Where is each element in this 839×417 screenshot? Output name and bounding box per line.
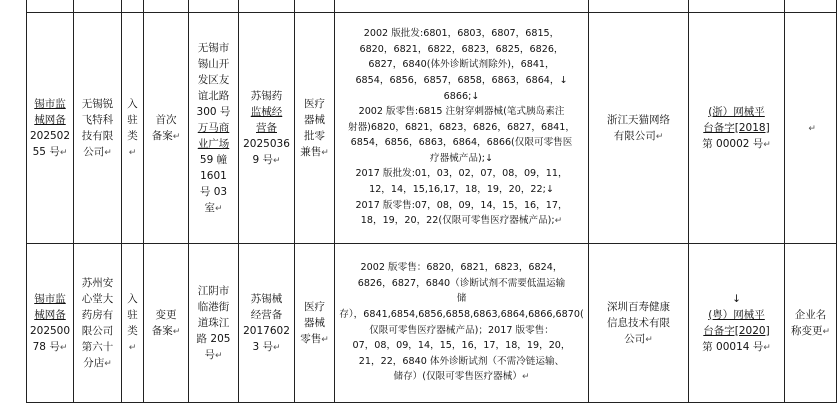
cell-line: 2025036	[243, 137, 290, 150]
paragraph-mark-icon: ↵	[822, 326, 831, 337]
cell-line: 9 号↵	[252, 153, 281, 166]
cell-line: 202502	[29, 129, 71, 142]
cell-line: 经营备	[250, 308, 283, 321]
cell-line: 心堂大	[81, 292, 114, 305]
business-mode-cell	[295, 13, 335, 244]
cell-line: 深圳百寿健康	[607, 300, 670, 313]
cell-line: 2017 版零售:07，08，09，14，15，16，17，	[355, 199, 568, 211]
cell-line: 飞特科	[81, 113, 114, 126]
cell-line: 称变更↵	[790, 324, 831, 337]
cell-line: 存），6841,6854,6856,6858,6863,6864,6866,6870(	[339, 308, 584, 320]
cell-line: 临港街	[197, 300, 230, 313]
business-license-number-cell	[239, 13, 295, 244]
cell-line: 第 00002 号↵	[702, 137, 771, 150]
cell-line: 2002 版零售:6815 注射穿刺器械(笔式胰岛素注	[358, 106, 565, 118]
business-scope-cell	[335, 244, 589, 403]
paragraph-mark-icon: ↵	[128, 147, 137, 158]
paragraph-mark-icon: ↵	[655, 131, 664, 142]
cell-line: 监械经	[250, 105, 283, 118]
cell-line: 营备	[256, 121, 277, 134]
cell-line: 锡山开	[197, 57, 230, 70]
company-name-cell	[74, 13, 122, 244]
cell-line: 械网备	[34, 113, 66, 126]
table-row	[27, 244, 837, 403]
cell-line: 零售↵	[300, 332, 329, 345]
cell-line: 1601	[200, 169, 227, 182]
paragraph-mark-icon: ↵	[59, 147, 68, 158]
paragraph-mark-icon: ↵	[214, 203, 223, 214]
cell-line: 入	[127, 292, 138, 305]
cell-line: 驻	[127, 308, 138, 321]
paragraph-mark-icon: ↵	[321, 147, 329, 158]
cell-line: 300 号	[196, 105, 231, 118]
cell-line: 射器)6820，6821，6823，6826，6827，6841，	[348, 121, 575, 133]
cell-line: 第 00014 号↵	[702, 340, 771, 353]
business-license-number-cell	[239, 244, 295, 403]
remark-cell	[785, 244, 837, 403]
business-mode-cell	[295, 244, 335, 403]
entry-type-cell	[122, 244, 144, 403]
cell-line: 江阴市	[197, 284, 230, 297]
cell-line: 技有限	[81, 129, 114, 142]
platform-filing-number-cell	[689, 13, 785, 244]
cell-line: 公司↵	[624, 332, 653, 345]
cell-line: 类↵	[127, 324, 138, 353]
business-scope-cell	[335, 13, 589, 244]
paragraph-mark-icon: ↵	[763, 139, 771, 150]
cell-line: 6854，6856，6863，6864，6866(仅限可零售医	[350, 137, 573, 149]
company-address-cell	[189, 244, 239, 403]
cell-line: 发区友	[197, 73, 230, 86]
cell-line: 2017 版批发:01，03，02，07，08，09，11，	[355, 168, 568, 180]
cell-line: 6820，6821，6822，6823，6825，6826，	[359, 43, 564, 55]
cell-line: 号↵	[204, 348, 223, 361]
cell-line: 55 号↵	[32, 145, 68, 158]
cell-line: 6827，6840(体外诊断试剂除外)，6841，	[368, 59, 555, 71]
cell-line: 3 号↵	[252, 340, 281, 353]
cell-line: 6826，6827，6840（诊断试剂不需要低温运输	[357, 277, 566, 289]
cell-line: 有限公司↵	[613, 129, 664, 142]
paragraph-mark-icon: ↵	[321, 334, 329, 345]
cell-line: 药房有	[81, 308, 114, 321]
cell-line: 入	[127, 97, 138, 110]
cell-line: 12，14，15,16,17，18，19，20，22;↓	[369, 184, 554, 196]
filing-category-cell	[144, 13, 189, 244]
cell-line: 万马商	[197, 121, 230, 134]
cell-line: (粤）网械平	[708, 308, 765, 321]
cell-line: 2017602	[243, 324, 290, 337]
platform-filing-number-cell	[689, 244, 785, 403]
cell-line: 第六十	[81, 340, 114, 353]
cell-line: 台备字[2018]	[703, 121, 770, 134]
cell-line: 无锡市	[197, 41, 230, 54]
cell-line: (浙）网械平	[708, 105, 765, 118]
paragraph-mark-icon: ↵	[172, 131, 181, 142]
filing-category-cell	[144, 244, 189, 403]
cell-line: 器械	[304, 113, 325, 126]
table-top-edge-row	[27, 0, 837, 13]
cell-line: 医疗	[304, 97, 325, 110]
cell-line: 限公司	[81, 324, 114, 337]
cell-line: 21，22，6840 体外诊断试剂（不需冷链运输、	[358, 355, 565, 367]
cell-line: 台备字[2020]	[703, 324, 770, 337]
cell-line: 苏州安	[81, 276, 114, 289]
cell-line: 6866;↓	[443, 90, 480, 102]
cell-line: 路 205	[196, 332, 231, 345]
company-address-cell	[189, 13, 239, 244]
cell-line: 苏锡药	[250, 89, 283, 102]
cell-line: 分店↵	[83, 356, 112, 369]
cell-line	[787, 120, 834, 137]
filing-record-table	[26, 0, 837, 403]
paragraph-mark-icon: ↵	[104, 358, 112, 369]
paragraph-mark-icon: ↵	[128, 342, 137, 353]
cell-line: 谊北路	[197, 89, 230, 102]
paragraph-mark-icon: ↵	[214, 350, 223, 361]
cell-line: 无锡锐	[81, 97, 114, 110]
cell-line: 业广场	[197, 137, 230, 150]
cell-line: 信息技术有限	[607, 316, 670, 329]
cell-line: 2002 版零售：6820，6821，6823，6824，	[360, 262, 563, 274]
cell-line: 变更	[155, 308, 177, 321]
cell-line: 78 号↵	[32, 340, 68, 353]
entry-type-cell	[122, 13, 144, 244]
cell-line: 驻	[127, 113, 138, 126]
cell-line: 07，08，09，14，15，16，17，18，19，20，	[352, 340, 571, 352]
platform-operator-cell	[589, 244, 689, 403]
platform-operator-cell	[589, 13, 689, 244]
paragraph-mark-icon: ↵	[554, 216, 563, 227]
cell-line: 锡市监	[34, 292, 66, 305]
cell-line: 室↵	[204, 201, 223, 214]
cell-line: 仅限可零售医疗器械产品)；2017 版零售：	[369, 324, 554, 336]
cell-line: 浙江天猫网络	[607, 113, 670, 126]
filing-number-cell	[27, 13, 74, 244]
cell-line: 医疗	[304, 300, 325, 313]
cell-line: 号 03	[199, 185, 228, 198]
cell-line: 储存）(仅限可零售医疗器械）↵	[393, 371, 530, 383]
cell-line: 类↵	[127, 129, 138, 158]
cell-line: 疗器械产品);↓	[430, 152, 493, 164]
paragraph-mark-icon: ↵	[763, 342, 771, 353]
cell-line: 202500	[29, 324, 71, 337]
cell-line: 批零	[304, 129, 325, 142]
cell-line: 器械	[304, 316, 325, 329]
paragraph-mark-icon: ↵	[59, 342, 68, 353]
cell-line: 储	[456, 293, 467, 305]
paragraph-mark-icon: ↵	[272, 342, 281, 353]
cell-line: 锡市监	[34, 97, 66, 110]
cell-line: 备案↵	[151, 129, 181, 142]
filing-number-cell	[27, 244, 74, 403]
cell-line: 首次	[155, 113, 177, 126]
cell-line: ↓	[732, 292, 741, 305]
cell-line: 械网备	[34, 308, 66, 321]
record-table-container	[26, 0, 836, 403]
cell-line: 18，19，20，22(仅限可零售医疗器械产品);↵	[360, 215, 563, 227]
cell-line: 苏锡械	[250, 292, 283, 305]
paragraph-mark-icon: ↵	[521, 372, 530, 383]
cell-line: 道珠江	[197, 316, 230, 329]
paragraph-mark-icon: ↵	[808, 123, 816, 134]
cell-line: 59 幢	[199, 153, 228, 166]
paragraph-mark-icon: ↵	[272, 155, 281, 166]
cell-line: 兼售↵	[300, 145, 329, 158]
cell-line: 备案↵	[151, 324, 181, 337]
remark-cell	[785, 13, 837, 244]
table-body	[27, 13, 837, 403]
company-name-cell	[74, 244, 122, 403]
cell-line: 企业名	[794, 308, 827, 321]
paragraph-mark-icon: ↵	[104, 147, 112, 158]
cell-line: 6854，6856，6857，6858，6863，6864，↓	[355, 74, 568, 86]
paragraph-mark-icon: ↵	[172, 326, 181, 337]
cell-line: 公司↵	[83, 145, 112, 158]
paragraph-mark-icon: ↵	[645, 334, 653, 345]
table-row	[27, 13, 837, 244]
cell-line: 2002 版批发:6801，6803，6807，6815，	[363, 28, 560, 40]
